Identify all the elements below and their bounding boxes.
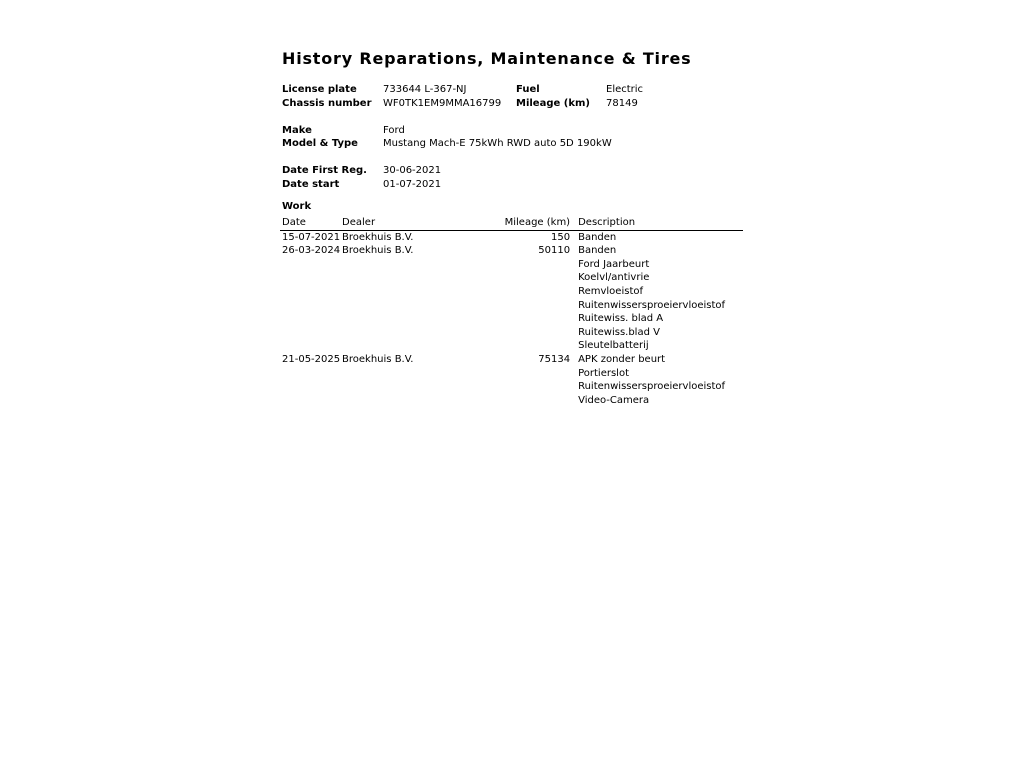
work-table-header [280, 216, 743, 230]
table-row [280, 367, 743, 381]
make-label: Make [282, 125, 312, 136]
work-dealer [340, 299, 489, 313]
work-mileage [489, 312, 577, 326]
table-row [280, 353, 743, 367]
work-description: Sleutelbatterij [578, 340, 649, 352]
work-mileage [489, 258, 577, 272]
work-description: Ruitenwissersproeiervloeistof [578, 299, 726, 311]
work-description: Portierslot [578, 367, 629, 379]
work-mileage [489, 380, 577, 394]
table-row [280, 339, 743, 353]
work-mileage: 150 [551, 231, 571, 243]
work-date [280, 326, 340, 340]
table-row [280, 312, 743, 326]
work-date [280, 339, 340, 353]
work-dealer [340, 339, 489, 353]
work-dealer [340, 326, 489, 340]
work-date [280, 299, 340, 313]
work-mileage: 75134 [538, 353, 571, 365]
table-row [280, 258, 743, 272]
work-mileage [489, 285, 577, 299]
work-date [280, 285, 340, 299]
work-mileage [489, 326, 577, 340]
column-header-dealer: Dealer [340, 216, 489, 230]
work-mileage [489, 299, 577, 313]
fuel-label: Fuel [516, 84, 540, 95]
work-table [280, 216, 743, 407]
work-date: 26-03-2024 [282, 245, 341, 257]
work-description: Ruitenwissersproeiervloeistof [578, 381, 726, 393]
work-dealer [340, 394, 489, 408]
work-mileage [489, 339, 577, 353]
column-header-mileage: Mileage (km) [489, 216, 577, 230]
work-description: Ruitewiss.blad V [578, 326, 660, 338]
work-description: Ford Jaarbeurt [578, 258, 650, 270]
fuel-value: Electric [606, 84, 644, 95]
work-dealer [340, 258, 489, 272]
model-type-label: Model & Type [282, 138, 358, 149]
work-heading: Work [282, 201, 312, 212]
work-dealer: Broekhuis B.V. [342, 245, 414, 257]
mileage-value: 78149 [606, 98, 638, 109]
work-date: 15-07-2021 [282, 231, 341, 243]
first-reg-label: Date First Reg. [282, 165, 367, 176]
work-mileage [489, 394, 577, 408]
work-dealer: Broekhuis B.V. [342, 353, 414, 365]
work-mileage [489, 367, 577, 381]
mileage-label: Mileage (km) [516, 98, 590, 109]
work-date [280, 367, 340, 381]
table-row [280, 394, 743, 408]
work-description: Koelvl/antivrie [578, 272, 650, 284]
license-plate-value: 733644 L-367-NJ [383, 84, 467, 95]
work-date [280, 394, 340, 408]
table-row [280, 285, 743, 299]
license-plate-label: License plate [282, 84, 357, 95]
work-description: Video-Camera [578, 394, 650, 406]
work-mileage [489, 271, 577, 285]
work-date: 21-05-2025 [282, 353, 341, 365]
work-description: Remvloeistof [578, 285, 644, 297]
work-dealer: Broekhuis B.V. [342, 231, 414, 243]
work-dealer [340, 367, 489, 381]
work-table-body [280, 230, 743, 407]
work-date [280, 271, 340, 285]
work-date [280, 312, 340, 326]
table-row [280, 299, 743, 313]
work-date [280, 380, 340, 394]
page-title: History Reparations, Maintenance & Tires [282, 49, 692, 68]
date-start-value: 01-07-2021 [383, 179, 442, 190]
work-description: Banden [578, 231, 617, 243]
work-description: APK zonder beurt [578, 353, 666, 365]
work-description: Banden [578, 245, 617, 257]
work-date [280, 258, 340, 272]
work-description: Ruitewiss. blad A [578, 313, 664, 325]
table-row [280, 244, 743, 258]
date-start-label: Date start [282, 179, 340, 190]
first-reg-value: 30-06-2021 [383, 165, 442, 176]
table-row [280, 271, 743, 285]
table-row [280, 326, 743, 340]
chassis-number-label: Chassis number [282, 98, 372, 109]
make-value: Ford [383, 125, 405, 136]
work-mileage: 50110 [538, 245, 571, 257]
table-row [280, 230, 743, 244]
work-dealer [340, 312, 489, 326]
chassis-number-value: WF0TK1EM9MMA16799 [383, 98, 502, 109]
model-type-value: Mustang Mach-E 75kWh RWD auto 5D 190kW [383, 138, 612, 149]
work-dealer [340, 285, 489, 299]
work-dealer [340, 271, 489, 285]
column-header-date: Date [280, 216, 340, 230]
column-header-description: Description [576, 216, 743, 230]
work-dealer [340, 380, 489, 394]
table-row [280, 380, 743, 394]
